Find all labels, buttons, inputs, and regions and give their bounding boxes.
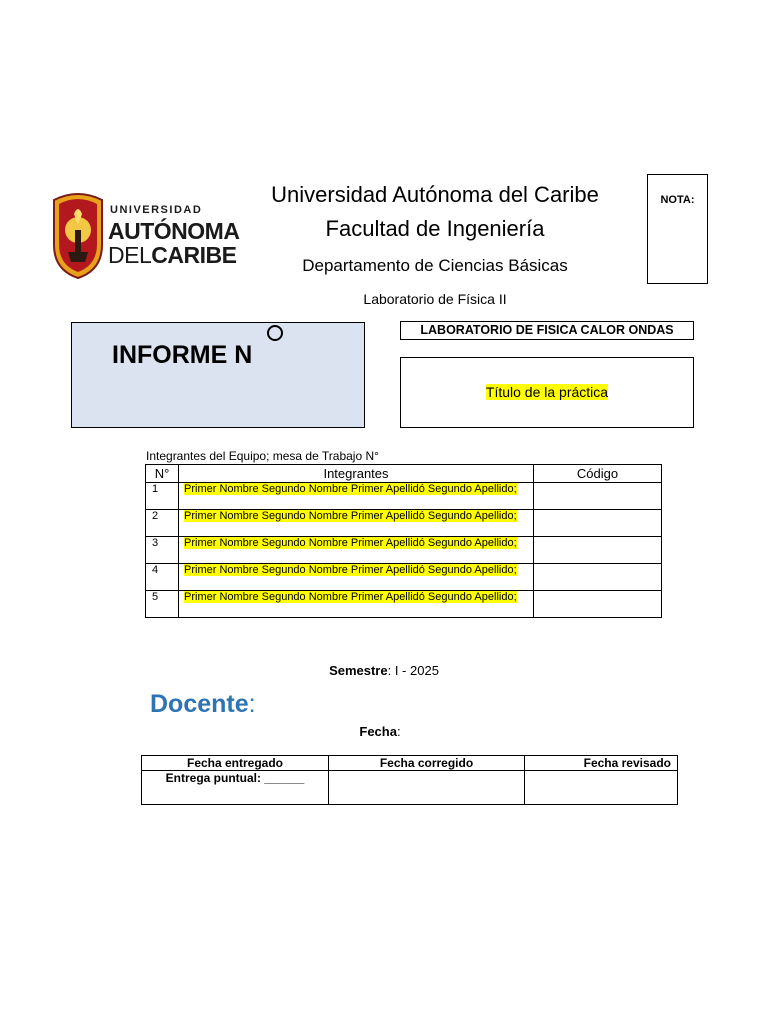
table-header-row bbox=[146, 465, 662, 483]
report-number-box bbox=[71, 322, 365, 428]
date-label: Fecha bbox=[359, 724, 397, 739]
report-number-label: INFORME N bbox=[112, 341, 253, 369]
row-number: 2 bbox=[146, 510, 179, 537]
member-code-cell[interactable] bbox=[534, 564, 662, 591]
row-number: 1 bbox=[146, 483, 179, 510]
university-shield-icon bbox=[52, 190, 104, 280]
practice-title: Título de la práctica bbox=[485, 384, 609, 400]
header-code: Código bbox=[534, 465, 662, 483]
member-name: Primer Nombre Segundo Nombre Primer Apellidó Segundo Apellido; bbox=[184, 510, 517, 522]
member-name: Primer Nombre Segundo Nombre Primer Apellidó Segundo Apellido; bbox=[184, 591, 517, 603]
header-number: N° bbox=[146, 465, 179, 483]
member-code-cell[interactable] bbox=[534, 483, 662, 510]
lab-name: Laboratorio de Física II bbox=[363, 291, 507, 307]
lab-course-title: LABORATORIO DE FISICA CALOR ONDAS bbox=[400, 321, 694, 340]
logo-line-universidad: UNIVERSIDAD bbox=[110, 204, 203, 216]
header-members: Integrantes bbox=[179, 465, 534, 483]
dates-table bbox=[141, 755, 678, 805]
team-caption: Integrantes del Equipo; mesa de Trabajo N° bbox=[146, 449, 379, 463]
semester-line bbox=[0, 663, 768, 678]
table-row bbox=[146, 564, 662, 591]
university-logo bbox=[52, 190, 240, 280]
logo-del: DEL bbox=[108, 242, 152, 268]
member-name: Primer Nombre Segundo Nombre Primer Apellidó Segundo Apellido; bbox=[184, 537, 517, 549]
practice-title-box[interactable] bbox=[400, 357, 694, 428]
row-number: 5 bbox=[146, 591, 179, 618]
member-code-cell[interactable] bbox=[534, 537, 662, 564]
header-date-reviewed: Fecha revisado bbox=[525, 756, 678, 771]
member-code-cell[interactable] bbox=[534, 591, 662, 618]
row-number: 3 bbox=[146, 537, 179, 564]
table-row bbox=[146, 537, 662, 564]
teacher-colon: : bbox=[248, 690, 256, 718]
logo-line-delcaribe bbox=[108, 242, 236, 269]
date-line bbox=[0, 724, 760, 739]
member-code-cell[interactable] bbox=[534, 510, 662, 537]
member-name-cell[interactable] bbox=[179, 483, 534, 510]
logo-line-autonoma: AUTÓNOMA bbox=[108, 218, 240, 244]
date-corrected-cell[interactable] bbox=[329, 771, 525, 805]
row-number: 4 bbox=[146, 564, 179, 591]
grade-box[interactable] bbox=[647, 174, 708, 284]
member-name-cell[interactable] bbox=[179, 591, 534, 618]
member-name-cell[interactable] bbox=[179, 537, 534, 564]
university-name: Universidad Autónoma del Caribe bbox=[271, 182, 599, 207]
dates-row bbox=[142, 771, 678, 805]
member-name-cell[interactable] bbox=[179, 564, 534, 591]
date-reviewed-cell[interactable] bbox=[525, 771, 678, 805]
degree-symbol-icon bbox=[267, 325, 283, 341]
grade-label: NOTA: bbox=[660, 194, 695, 206]
semester-value: : I - 2025 bbox=[387, 663, 439, 678]
semester-label: Semestre bbox=[329, 663, 388, 678]
on-time-delivery[interactable]: Entrega puntual: ______ bbox=[142, 771, 329, 805]
table-row bbox=[146, 591, 662, 618]
department-name: Departamento de Ciencias Básicas bbox=[302, 256, 568, 275]
member-name-cell[interactable] bbox=[179, 510, 534, 537]
header-date-delivered: Fecha entregado bbox=[142, 756, 329, 771]
teacher-label: Docente bbox=[150, 690, 249, 718]
faculty-name: Facultad de Ingeniería bbox=[325, 216, 545, 241]
dates-header-row bbox=[142, 756, 678, 771]
logo-caribe: CARIBE bbox=[151, 242, 237, 268]
table-row bbox=[146, 483, 662, 510]
date-colon: : bbox=[396, 724, 401, 739]
member-name: Primer Nombre Segundo Nombre Primer Apellidó Segundo Apellido; bbox=[184, 483, 517, 495]
team-members-table bbox=[145, 464, 662, 618]
member-name: Primer Nombre Segundo Nombre Primer Apellidó Segundo Apellido; bbox=[184, 564, 517, 576]
teacher-heading bbox=[150, 690, 256, 719]
table-row bbox=[146, 510, 662, 537]
header-date-corrected: Fecha corregido bbox=[329, 756, 525, 771]
